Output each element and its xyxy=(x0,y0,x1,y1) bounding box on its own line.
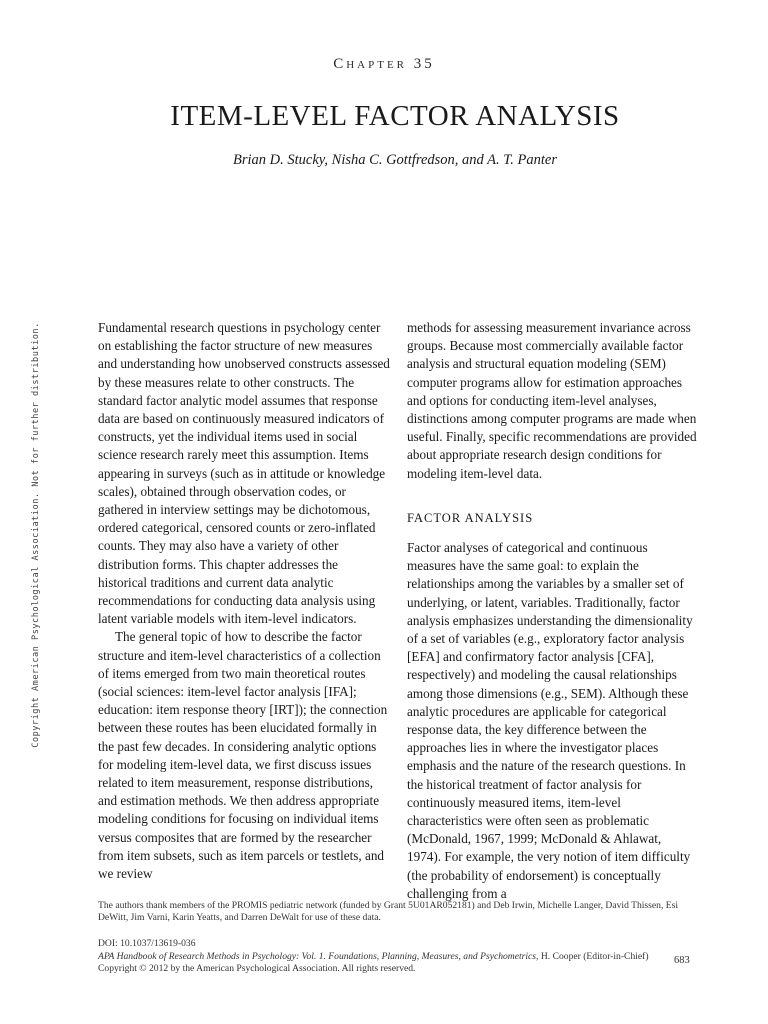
left-text-column xyxy=(98,319,390,883)
section-heading: FACTOR ANALYSIS xyxy=(407,510,534,525)
intro-paragraph-3: methods for assessing measurement invariance across groups. Because most commercially available factor analysis and structural equation modeling (SEM) computer programs allow for estimation approaches and options for conducting item-level analyses, distinctions among computer programs are made when useful. Finally, specific recommendations are provided about appropriate research design conditions for modeling item-level data. xyxy=(407,320,697,481)
side-copyright-notice: Copyright American Psychological Association. Not for further distribution. xyxy=(31,322,41,748)
chapter-label: Chapter 35 xyxy=(333,56,435,72)
publication-info xyxy=(98,938,688,976)
handbook-line xyxy=(98,951,688,964)
acknowledgment-text: The authors thank members of the PROMIS pediatric network (funded by Grant 5U01AR052181) and Deb Irwin, Michelle Langer, David Thissen, Esi DeWitt, Jim Varni, Karin Yeatts, and Darren DeWalt for use of these data. xyxy=(98,900,678,923)
author-list: Brian D. Stucky, Nisha C. Gottfredson, and A. T. Panter xyxy=(233,152,557,168)
chapter-title: ITEM-LEVEL FACTOR ANALYSIS xyxy=(170,100,620,132)
intro-paragraph-2: The general topic of how to describe the factor structure and item-level characteristics of a collection of items emerged from two main theoretical routes (social sciences: item-level factor analysis [IFA]; education: item response theory [IRT]); the connection between these routes has been elucidated formally in the past few decades. In considering analytic options for modeling item-level data, we first discuss issues related to item measurement, response distributions, and estimation methods. We then address appropriate modeling conditions for focusing on individual items versus composites that are formed by the researcher from item subsets, such as item parcels or testlets, and we review xyxy=(98,629,388,882)
factor-analysis-paragraph: Factor analyses of categorical and continuous measures have the same goal: to explain the relationships among the variables by a smaller set of underlying, or latent, variables. Traditionally, factor analysis emphasizes understanding the dimensionality of a set of variables (e.g., exploratory factor analysis [EFA] and confirmatory factor analysis [CFA], respectively) and modeling the causal relationships among those dimensions (e.g., SEM). Although these analytic procedures are applicable for categorical response data, the key difference between the approaches lies in where the investigator places emphasis and the nature of the research questions. In the historical treatment of factor analysis for continuously measured items, item-level characteristics were often seen as problematic (McDonald, 1967, 1999; McDonald & Ahlawat, 1974). For example, the very notion of item difficulty (the probability of endorsement) is conceptually challenging from a xyxy=(407,540,693,901)
right-text-column xyxy=(407,319,697,903)
acknowledgment-footnote xyxy=(98,900,698,924)
copyright-line: Copyright © 2012 by the American Psychological Association. All rights reserved. xyxy=(98,963,416,974)
handbook-editor: H. Cooper (Editor-in-Chief) xyxy=(538,950,649,962)
intro-paragraph-1: Fundamental research questions in psychology center on establishing the factor structure of new measures and understanding how unobserved constructs assessed by these measures relate to other constructs. The standard factor analytic model assumes that response data are based on continuously measured indicators of constructs, yet the individual items used in social science research rarely meet this assumption. Items appearing in surveys (such as in attitude or knowledge scales), obtained through observation codes, or gathered in interview settings may be dichotomous, ordered categorical, censored counts or zero-inflated counts. They may also have a variety of other distribution forms. This chapter addresses the historical traditions and current data analytic recommendations for conducting data analysis using latent variable models with item-level indicators. xyxy=(98,320,390,627)
handbook-title: APA Handbook of Research Methods in Psychology: Vol. 1. Foundations, Planning, Measures, and Psychometrics, xyxy=(98,950,539,962)
page-number: 683 xyxy=(674,955,690,966)
doi-line: DOI: 10.1037/13619-036 xyxy=(98,938,196,949)
